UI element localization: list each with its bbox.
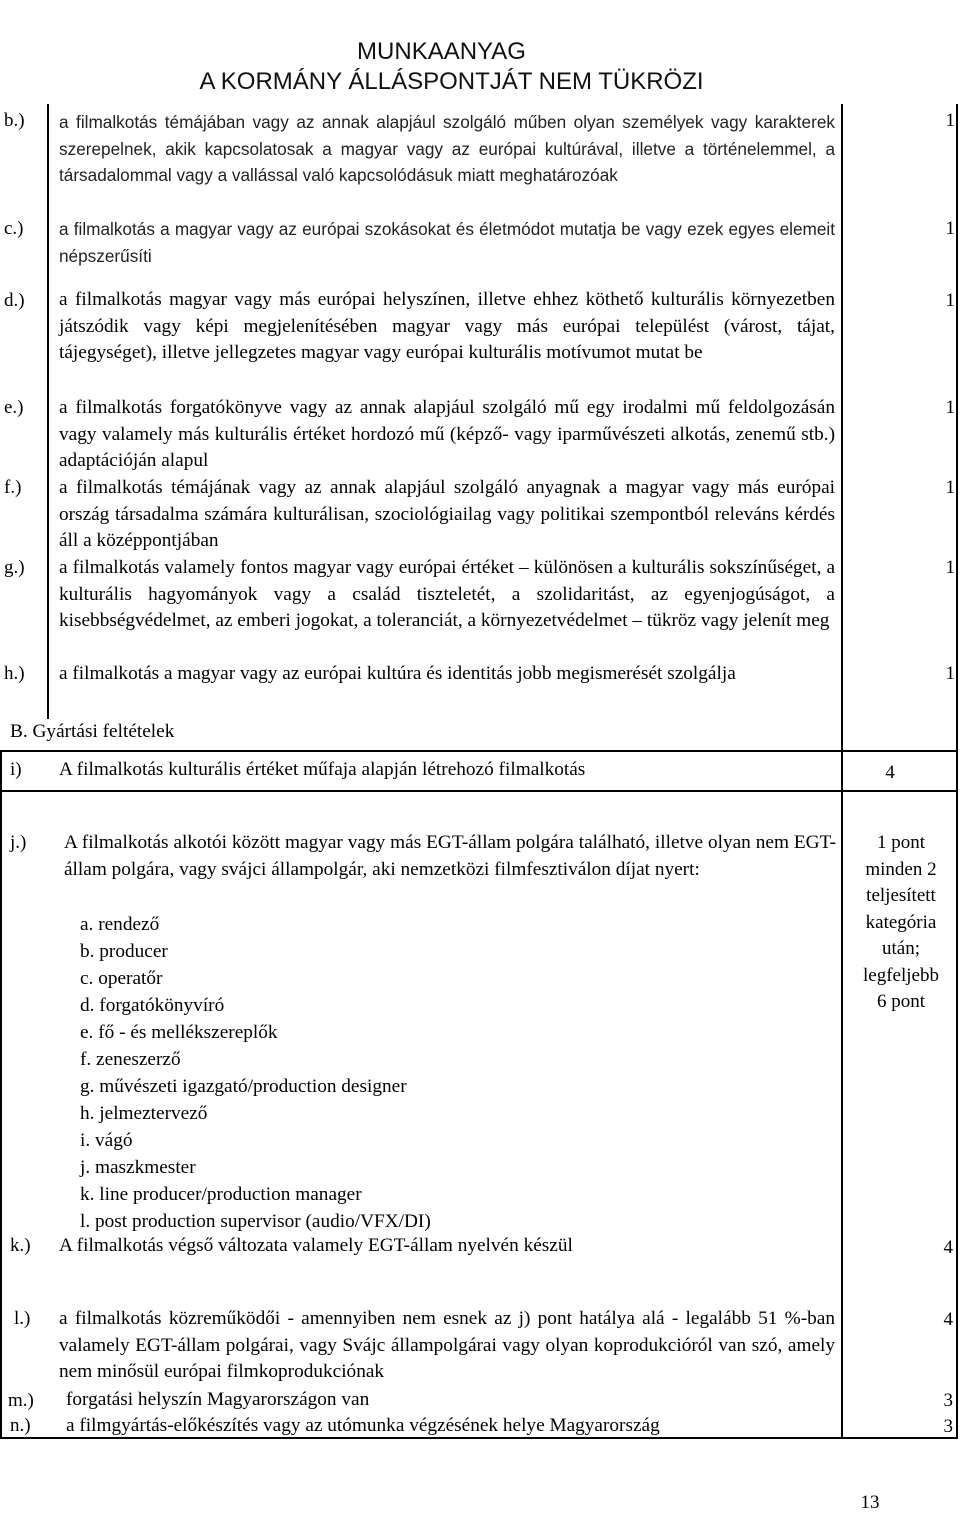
watermark-line-1: MUNKAANYAG: [357, 38, 526, 65]
row-label: j.): [10, 832, 27, 853]
criterion-points: 1: [945, 663, 955, 684]
points-line: teljesített: [866, 885, 936, 906]
list-item: j. maszkmester: [80, 1157, 196, 1178]
points-line: minden 2: [865, 858, 937, 880]
row-label: m.): [8, 1390, 34, 1411]
criterion-points: [845, 830, 957, 1016]
row-label: e.): [4, 397, 24, 418]
row-label: h.): [4, 663, 25, 684]
criterion-text: a filmalkotás forgatókönyve vagy az annak alapjául szolgáló mű egy irodalmi mű feldolgozásán vagy valamely más kulturális értéket hordozó mű (képző- vagy iparművészeti alkotás, zenemű stb.) adaptációján alapul: [59, 397, 835, 471]
criterion-points: 1: [945, 477, 955, 498]
criterion-points: 4: [943, 1309, 953, 1330]
criterion-text: A filmalkotás kulturális értéket műfaja alapján létrehozó filmalkotás: [59, 759, 586, 780]
list-item: l. post production supervisor (audio/VFX/DI): [80, 1211, 431, 1232]
row-label: k.): [10, 1235, 31, 1256]
criterion-text: A filmalkotás alkotói között magyar vagy más EGT-állam polgára található, illetve olyan nem EGT-állam polgára, vagy svájci állampolgár, aki nemzetközi filmfesztiválon díjat nyert:: [64, 832, 836, 880]
row-label: n.): [10, 1415, 31, 1436]
criterion-text: forgatási helyszín Magyarországon van: [66, 1389, 370, 1410]
points-line: után;: [882, 938, 920, 959]
table-divider-mid: [841, 104, 843, 1439]
criterion-points: 3: [943, 1416, 953, 1437]
row-label: c.): [4, 218, 24, 239]
points-line: 1 pont: [876, 832, 926, 853]
row-label: i): [10, 759, 22, 780]
criterion-points: 1: [945, 110, 955, 131]
points-line: kategória: [865, 911, 937, 933]
list-item: b. producer: [80, 941, 168, 962]
list-item: e. fő - és mellékszereplők: [80, 1022, 278, 1043]
criterion-points: 1: [945, 397, 955, 418]
list-item: g. művészeti igazgató/production designer: [80, 1076, 407, 1097]
criterion-points: 3: [943, 1390, 953, 1411]
row-label: g.): [4, 557, 25, 578]
criterion-points: 1: [945, 218, 955, 239]
row-divider: [0, 790, 958, 792]
row-label: b.): [4, 110, 25, 131]
list-item: h. jelmeztervező: [80, 1103, 208, 1124]
criterion-text: a filmalkotás témájában vagy az annak alapjául szolgáló műben olyan személyek vagy karakterek szerepelnek, akik kapcsolatosak a magyar vagy az európai kultúrával, illetve a történelemmel, a társadalommal vagy a vallással való kapcsolódásuk miatt meghatározóak: [59, 112, 835, 185]
list-item: f. zeneszerző: [80, 1049, 181, 1070]
criterion-text: a filmalkotás a magyar vagy az európai kultúra és identitás jobb megismerését szolgálja: [59, 663, 736, 684]
criterion-points: 1: [945, 557, 955, 578]
list-item: d. forgatókönyvíró: [80, 995, 225, 1016]
criterion-text: A filmalkotás végső változata valamely EGT-állam nyelvén készül: [59, 1235, 573, 1256]
criterion-text: a filmalkotás valamely fontos magyar vagy európai értéket – különösen a kulturális sokszínűséget, a kulturális hagyományok vagy a család tiszteletét, a szolidaritást, az egyenjogúságot, a kisebbségvédelmet, az emberi jogokat, a toleranciát, a környezetvédelmet – tükröz vagy jelenít meg: [59, 557, 835, 631]
criterion-text: a filmalkotás magyar vagy más európai helyszínen, illetve ehhez köthető kulturális környezetben játszódik vagy képi megjelenítésében magyar vagy más európai települést (várost, tájat, tájegységet), illetve jellegzetes magyar vagy európai kulturális motívumot mutat be: [59, 289, 835, 363]
criterion-points: 4: [885, 762, 895, 783]
watermark-line-2: A KORMÁNY ÁLLÁSPONTJÁT NEM TÜKRÖZI: [199, 68, 704, 95]
list-item: c. operatőr: [80, 968, 163, 989]
page-number: 13: [860, 1492, 880, 1513]
criterion-text: a filmalkotás közreműködői - amennyiben nem esnek az j) pont hatálya alá - legalább 51 %-ban valamely EGT-állam polgárai, vagy Svájc állampolgárai vagy olyan koprodukcióról van szó, amely nem minősül európai filmkoprodukciónak: [59, 1308, 835, 1382]
criterion-text: a filmalkotás a magyar vagy az európai szokásokat és életmódot mutatja be vagy ezek egyes elemeit népszerűsíti: [59, 219, 835, 266]
crew-category-list: [80, 911, 431, 1235]
section-heading: B. Gyártási feltételek: [10, 721, 175, 742]
row-label: l.): [14, 1308, 31, 1329]
criterion-text: a filmgyártás-előkészítés vagy az utómunka végzésének helye Magyarország: [66, 1415, 660, 1436]
row-divider: [0, 750, 958, 752]
criterion-points: 4: [943, 1237, 953, 1258]
criterion-text: a filmalkotás témájának vagy az annak alapjául szolgáló anyagnak a magyar vagy más európai ország társadalma számára kulturálisan, szociológiailag vagy politikai szempontból releváns kérdés áll a középpontjában: [59, 477, 835, 551]
points-line: legfeljebb: [863, 964, 939, 986]
points-line: 6 pont: [876, 991, 926, 1012]
criterion-points: 1: [945, 290, 955, 311]
table-right-border: [956, 104, 958, 1439]
list-item: a. rendező: [80, 914, 160, 935]
table-left-border: [0, 750, 2, 1439]
list-item: i. vágó: [80, 1130, 133, 1151]
list-item: k. line producer/production manager: [80, 1184, 362, 1205]
row-label: f.): [4, 477, 22, 498]
table-left-border: [47, 104, 49, 719]
row-label: d.): [4, 290, 25, 311]
